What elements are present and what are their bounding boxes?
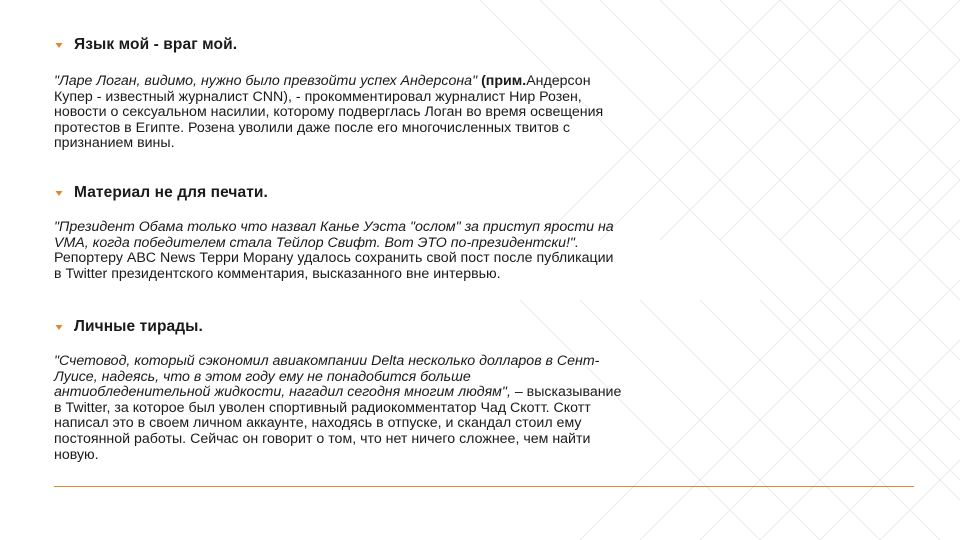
section-off-record — [54, 184, 624, 282]
section-paragraph — [54, 354, 624, 463]
quote-text: "Ларе Логан, видимо, нужно было превзойти успех Андерсона" — [54, 73, 478, 89]
section-paragraph — [54, 220, 624, 282]
body-text: Репортеру ABC News Терри Морану удалось сохранить свой пост после публикации в Twitter президентского комментария, высказанного вне интервью. — [54, 250, 614, 282]
section-tongue — [54, 36, 624, 152]
section-heading: Материал не для печати. — [54, 184, 624, 202]
quote-text: "Президент Обама только что назвал Канье Уэста "ослом" за приступ ярости на VMA, когда победителем стала Тейлор Свифт. Вот ЭТО по-президентски!". — [54, 219, 614, 251]
bottom-divider — [54, 486, 914, 487]
note-text: Андерсон Купер - известный журналист CNN), - прокомментировал журналист Нир Розен, новости о сексуальном насилии, которому подверглась Логан во время освещения протестов в Египте. Розена уволили даже после его многочисленных твитов с признанием вины. — [54, 73, 604, 152]
triangle-bullet-icon — [56, 191, 63, 196]
section-heading: Язык мой - враг мой. — [54, 36, 624, 54]
body-text: – высказывание в Twitter, за которое был уволен спортивный радиокомментатор Чад Скотт. Скотт написал это в своем личном аккаунте, находясь в отпуске, и скандал стоил ему постоянной работы. Сейчас он говорит о том, что нет ничего сложнее, чем найти новую. — [54, 384, 622, 463]
quote-text: "Счетовод, который сэкономил авиакомпании Delta несколько долларов в Сент-Луисе, надеясь, что в этом году ему не понадобится больше антиобледенительной жидкости, нагадил сегодня многим людям", — [54, 353, 600, 401]
note-bold: (прим. — [481, 73, 527, 89]
section-heading: Личные тирады. — [54, 318, 624, 336]
triangle-bullet-icon — [56, 325, 63, 330]
section-paragraph — [54, 74, 624, 152]
triangle-bullet-icon — [56, 43, 63, 48]
section-personal-rants — [54, 318, 624, 463]
